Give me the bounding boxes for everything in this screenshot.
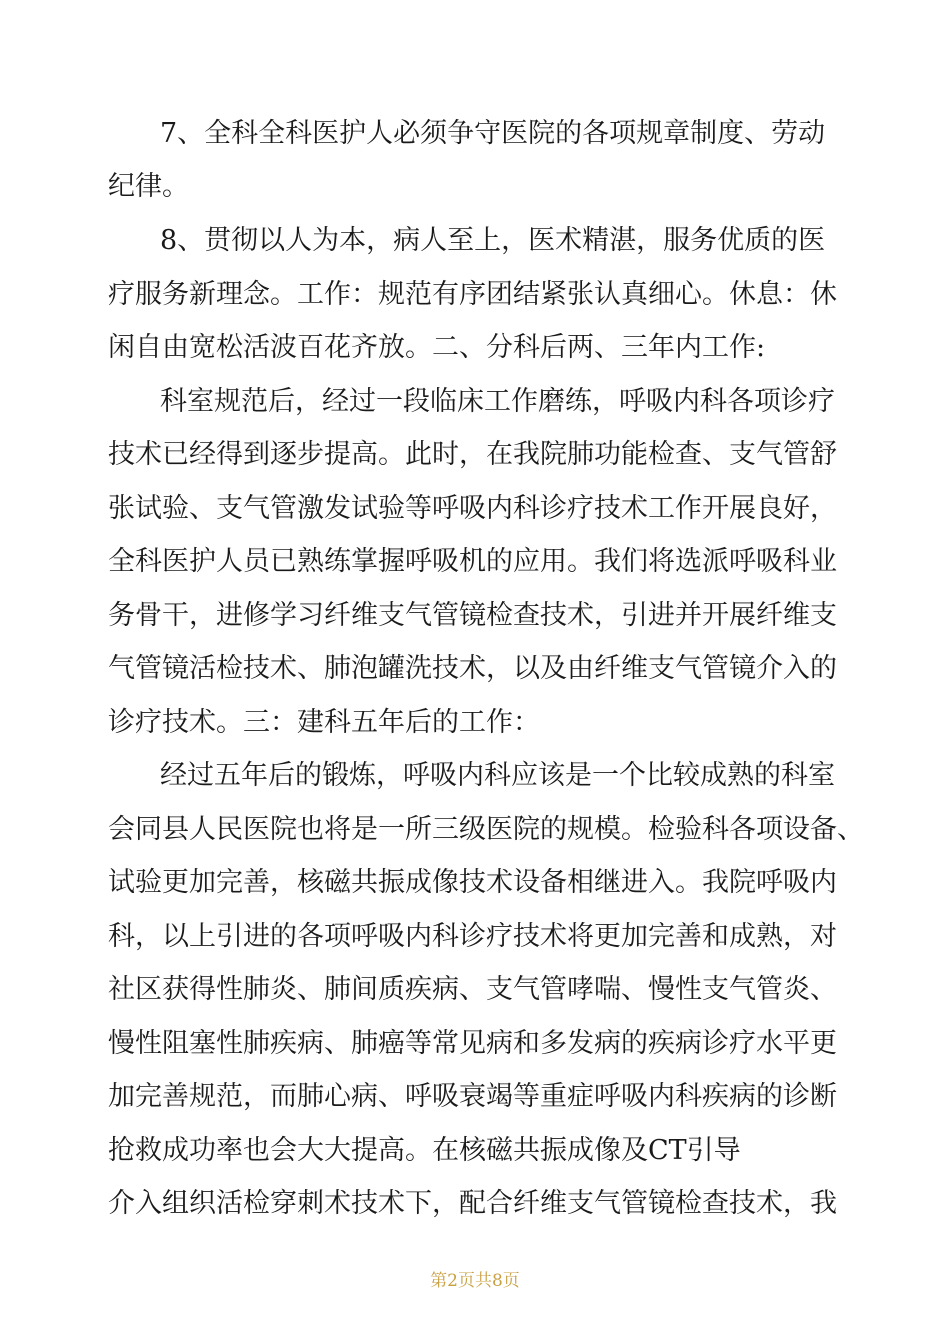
text-line: 加完善规范，而肺心病、呼吸衰竭等重症呼吸内科疾病的诊断: [108, 1081, 837, 1112]
text-line: 会同县人民医院也将是一所三级医院的规模。检验科各项设备、: [108, 814, 864, 845]
text-line: 闲自由宽松活波百花齐放。二、分科后两、三年内工作:: [108, 332, 766, 363]
text-line: 试验更加完善，核磁共振成像技术设备相继进入。我院呼吸内: [108, 867, 837, 898]
text-line: 纪律。: [108, 171, 189, 202]
text-line: 技术已经得到逐步提高。此时，在我院肺功能检查、支气管舒: [108, 439, 837, 470]
text-line: 务骨干，进修学习纤维支气管镜检查技术，引进并开展纤维支: [108, 600, 837, 631]
page-number-footer: 第2页共8页: [430, 1271, 520, 1291]
text-line: 诊疗技术。三：建科五年后的工作：: [108, 707, 540, 738]
text-line: 科，以上引进的各项呼吸内科诊疗技术将更加完善和成熟，对: [108, 921, 837, 952]
text-line: 全科医护人员已熟练掌握呼吸机的应用。我们将选派呼吸科业: [108, 546, 837, 577]
text-line: 张试验、支气管激发试验等呼吸内科诊疗技术工作开展良好，: [108, 493, 837, 524]
text-line: 介入组织活检穿刺术技术下，配合纤维支气管镜检查技术，我: [108, 1188, 837, 1219]
text-line: 抢救成功率也会大大提高。在核磁共振成像及CT引导: [108, 1135, 741, 1166]
text-line: 科室规范后，经过一段临床工作磨练，呼吸内科各项诊疗: [160, 386, 835, 417]
text-line: 8、贯彻以人为本，病人至上，医术精湛，服务优质的医: [160, 225, 826, 256]
text-line: 慢性阻塞性肺疾病、肺癌等常见病和多发病的疾病诊疗水平更: [108, 1028, 837, 1059]
text-line: 7、全科全科医护人必须争守医院的各项规章制度、劳动: [160, 118, 826, 149]
text-line: 社区获得性肺炎、肺间质疾病、支气管哮喘、慢性支气管炎、: [108, 974, 837, 1005]
text-line: 疗服务新理念。工作：规范有序团结紧张认真细心。休息：休: [108, 279, 837, 310]
text-line: 气管镜活检技术、肺泡罐洗技术，以及由纤维支气管镜介入的: [108, 653, 837, 684]
text-line: 经过五年后的锻炼，呼吸内科应该是一个比较成熟的科室: [160, 760, 835, 791]
